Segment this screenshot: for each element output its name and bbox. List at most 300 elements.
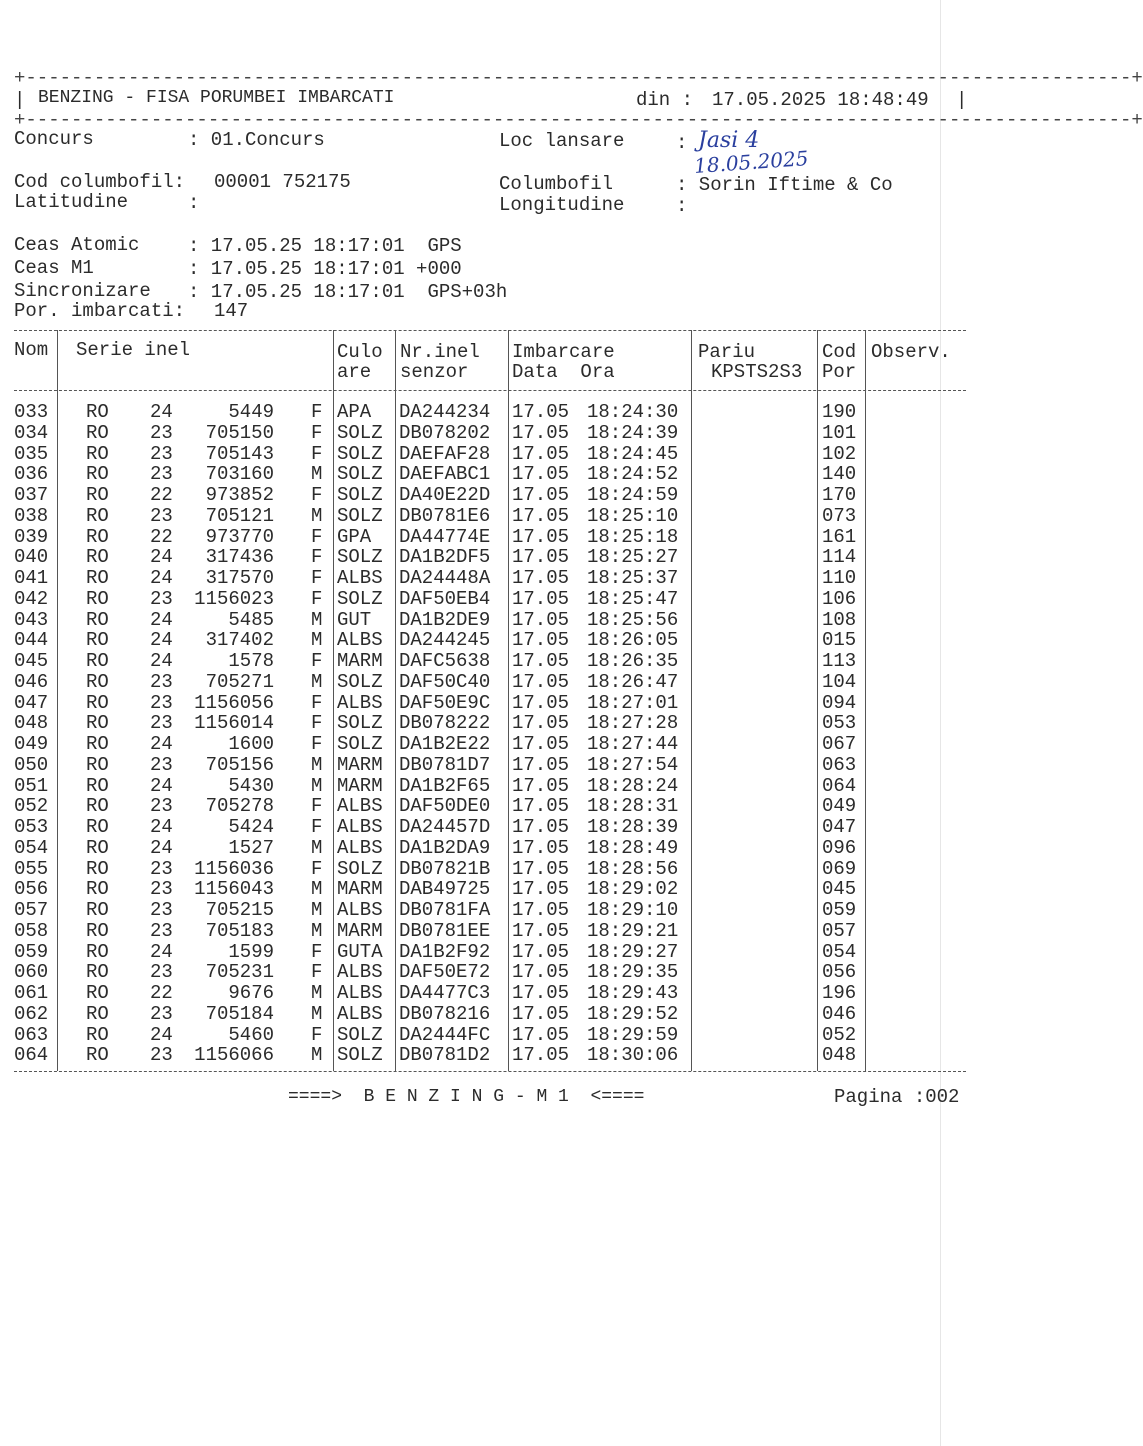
cod-columbofil-label: Cod columbofil: [14,171,186,193]
cell-cod: 047 [822,816,857,838]
cell-nom: 058 [14,919,49,942]
cell-tara: RO [86,982,109,1004]
columbofil-label: Columbofil [499,173,614,195]
cell-an: 23 [150,753,173,776]
cell-cod: 102 [822,442,857,465]
header-culoare-1: Culo [337,341,383,363]
latitudine-label: Latitudine [14,191,129,213]
cell-nom: 044 [14,629,49,652]
cell-culoare: ALBS [337,629,383,652]
cell-tara: RO [86,857,109,880]
cell-nr-inel: 5430 [228,774,274,797]
cell-ora: 18:25:47 [587,587,679,610]
cell-culoare: SOLZ [337,670,383,693]
cell-sex: M [311,504,323,527]
page-number: Pagina :002 [834,1086,960,1108]
table-top-border [14,330,966,331]
cell-sex: M [311,919,323,942]
title-box-left-border: | [14,89,26,111]
cell-ora: 18:28:39 [587,816,679,838]
cell-ora: 18:27:28 [587,712,679,735]
cell-ora: 18:25:27 [587,546,679,569]
cell-nom: 054 [14,836,49,859]
cell-cod: 052 [822,1023,857,1046]
cell-cod: 059 [822,899,857,921]
cell-an: 23 [150,442,173,465]
table-bottom-border [14,1071,966,1072]
cell-tara: RO [86,1044,109,1067]
cell-ora: 18:27:54 [587,753,679,776]
cell-nom: 036 [14,463,49,486]
cell-data: 17.05 [512,484,570,506]
cell-an: 23 [150,899,173,921]
cell-senzor: DA44774E [399,525,491,548]
cell-tara: RO [86,733,109,755]
cell-an: 23 [150,504,173,527]
cell-nr-inel: 1578 [228,650,274,672]
cell-data: 17.05 [512,1023,570,1046]
cell-nr-inel: 705278 [205,795,274,818]
cell-data: 17.05 [512,878,570,901]
document-title: BENZING - FISA PORUMBEI IMBARCATI [38,88,395,108]
cell-an: 24 [150,940,173,963]
cell-nom: 042 [14,587,49,610]
cell-senzor: DAF50E9C [399,691,491,714]
cell-sex: F [311,442,323,465]
cell-an: 24 [150,608,173,631]
cell-an: 22 [150,982,173,1004]
cell-ora: 18:28:49 [587,836,679,859]
cell-senzor: DB0781FA [399,899,491,921]
cell-culoare: SOLZ [337,504,383,527]
cell-tara: RO [86,961,109,984]
cell-senzor: DA4477C3 [399,982,491,1004]
cell-culoare: SOLZ [337,421,383,444]
footer-brand: ====> B E N Z I N G - M 1 <==== [288,1087,645,1107]
cell-ora: 18:27:44 [587,733,679,755]
cell-culoare: MARM [337,919,383,942]
cell-sex: M [311,1002,323,1025]
cell-cod: 114 [822,546,857,569]
cell-culoare: SOLZ [337,546,383,569]
cell-cod: 049 [822,795,857,818]
cell-senzor: DA2444FC [399,1023,491,1046]
cell-nr-inel: 705143 [205,442,274,465]
cell-nr-inel: 9676 [228,982,274,1004]
cell-nom: 045 [14,650,49,672]
cell-sex: F [311,795,323,818]
cell-tara: RO [86,1023,109,1046]
cell-nr-inel: 1156014 [194,712,274,735]
cell-senzor: DA1B2DA9 [399,836,491,859]
por-imbarcati-label: Por. imbarcati: [14,300,186,322]
sincronizare-value: : 17.05.25 18:17:01 GPS+03h [188,281,508,303]
cell-an: 24 [150,567,173,589]
cell-cod: 069 [822,857,857,880]
header-pariu-1: Pariu [698,341,756,363]
cell-cod: 108 [822,608,857,631]
cell-sex: M [311,774,323,797]
header-nrinel-1: Nr.inel [400,341,480,363]
cell-data: 17.05 [512,733,570,755]
cell-nom: 050 [14,753,49,776]
col-sep-pariu [817,330,818,1071]
cell-data: 17.05 [512,795,570,818]
cell-nr-inel: 705215 [205,899,274,921]
cell-culoare: MARM [337,878,383,901]
cell-sex: F [311,587,323,610]
cell-senzor: DAF50DE0 [399,795,491,818]
cell-senzor: DB0781D7 [399,753,491,776]
cell-ora: 18:25:18 [587,525,679,548]
header-pariu-2: KPSTS2S3 [711,361,803,383]
cell-cod: 073 [822,504,857,527]
cell-sex: F [311,961,323,984]
cell-nr-inel: 1527 [228,836,274,859]
cell-nom: 051 [14,774,49,797]
cell-culoare: GPA [337,525,372,548]
cell-data: 17.05 [512,691,570,714]
cell-ora: 18:25:10 [587,504,679,527]
loc-lansare-colon: : [676,132,688,154]
cell-senzor: DA244245 [399,629,491,652]
cell-data: 17.05 [512,587,570,610]
cell-sex: M [311,670,323,693]
cell-data: 17.05 [512,525,570,548]
cell-sex: M [311,753,323,776]
cell-nr-inel: 5460 [228,1023,274,1046]
ceas-atomic-value: : 17.05.25 18:17:01 GPS [188,235,462,257]
cell-senzor: DB078202 [399,421,491,444]
cell-ora: 18:29:02 [587,878,679,901]
cell-an: 23 [150,795,173,818]
cell-cod: 190 [822,401,857,423]
cell-ora: 18:28:31 [587,795,679,818]
cell-data: 17.05 [512,982,570,1004]
cell-data: 17.05 [512,940,570,963]
cell-nom: 060 [14,961,49,984]
cell-cod: 094 [822,691,857,714]
cell-data: 17.05 [512,961,570,984]
cell-cod: 161 [822,525,857,548]
cell-tara: RO [86,753,109,776]
cell-ora: 18:29:52 [587,1002,679,1025]
cell-ora: 18:29:27 [587,940,679,963]
cell-an: 23 [150,587,173,610]
cell-nom: 053 [14,816,49,838]
cell-ora: 18:25:37 [587,567,679,589]
cell-tara: RO [86,940,109,963]
col-sep-cod [865,330,866,1071]
cell-ora: 18:30:06 [587,1044,679,1067]
ceas-atomic-label: Ceas Atomic [14,234,140,256]
concurs-label: Concurs [14,128,94,150]
cell-an: 23 [150,961,173,984]
cell-sex: M [311,899,323,921]
cell-culoare: SOLZ [337,442,383,465]
cell-data: 17.05 [512,919,570,942]
cell-tara: RO [86,650,109,672]
cell-culoare: ALBS [337,899,383,921]
cell-data: 17.05 [512,753,570,776]
cell-senzor: DAEFAF28 [399,442,491,465]
cell-an: 24 [150,733,173,755]
cell-an: 23 [150,1044,173,1067]
cell-an: 22 [150,484,173,506]
latitudine-value: : [188,192,200,214]
cell-cod: 110 [822,567,857,589]
cell-sex: F [311,567,323,589]
cell-senzor: DA1B2DE9 [399,608,491,631]
cell-cod: 048 [822,1044,857,1067]
cell-cod: 015 [822,629,857,652]
cell-an: 23 [150,463,173,486]
cell-an: 23 [150,919,173,942]
header-observatii: Observ. [871,341,951,363]
cell-senzor: DAFC5638 [399,650,491,672]
cell-senzor: DA40E22D [399,484,491,506]
cell-senzor: DAF50E72 [399,961,491,984]
cell-nr-inel: 705183 [205,919,274,942]
cell-nr-inel: 705271 [205,670,274,693]
cell-nr-inel: 1156036 [194,857,274,880]
cell-tara: RO [86,421,109,444]
cell-nr-inel: 5485 [228,608,274,631]
cell-tara: RO [86,878,109,901]
col-sep-imbarcare [691,330,692,1071]
cell-tara: RO [86,1002,109,1025]
longitudine-label: Longitudine [499,194,625,216]
cell-an: 24 [150,546,173,569]
cell-nr-inel: 5424 [228,816,274,838]
cell-nr-inel: 703160 [205,463,274,486]
cell-culoare: ALBS [337,795,383,818]
cell-tara: RO [86,484,109,506]
cell-nr-inel: 1600 [228,733,274,755]
col-sep-serie [333,330,334,1071]
cell-senzor: DA1B2F65 [399,774,491,797]
cell-data: 17.05 [512,816,570,838]
din-label: din : [636,89,694,111]
cell-an: 24 [150,774,173,797]
loc-lansare-handwritten: Jasi 4 [698,128,760,153]
cell-tara: RO [86,525,109,548]
cell-tara: RO [86,774,109,797]
cell-an: 23 [150,670,173,693]
cell-sex: F [311,733,323,755]
cell-culoare: SOLZ [337,587,383,610]
col-sep-culoare [395,330,396,1071]
cell-ora: 18:24:39 [587,421,679,444]
cell-nom: 034 [14,421,49,444]
cell-ora: 18:26:47 [587,670,679,693]
cell-senzor: DAB49725 [399,878,491,901]
cell-culoare: APA [337,401,372,423]
cell-nom: 039 [14,525,49,548]
cell-data: 17.05 [512,774,570,797]
cell-culoare: SOLZ [337,712,383,735]
cell-sex: F [311,857,323,880]
cell-sex: F [311,650,323,672]
cell-ora: 18:25:56 [587,608,679,631]
header-nom: Nom [14,339,49,361]
cell-culoare: MARM [337,753,383,776]
cell-culoare: ALBS [337,816,383,838]
cell-ora: 18:26:05 [587,629,679,652]
cell-nom: 062 [14,1002,49,1025]
cell-nom: 049 [14,733,49,755]
header-imbarcare-1: Imbarcare [512,341,615,363]
ceas-m1-label: Ceas M1 [14,257,94,279]
cell-data: 17.05 [512,608,570,631]
cell-nom: 035 [14,442,49,465]
cell-nom: 056 [14,878,49,901]
cell-nom: 061 [14,982,49,1004]
cell-nom: 040 [14,546,49,569]
cell-sex: F [311,484,323,506]
cell-nom: 033 [14,401,49,423]
cell-cod: 101 [822,421,857,444]
cell-ora: 18:29:43 [587,982,679,1004]
cell-an: 24 [150,650,173,672]
cell-senzor: DAF50C40 [399,670,491,693]
cell-senzor: DB0781E6 [399,504,491,527]
cell-cod: 054 [822,940,857,963]
cell-tara: RO [86,504,109,527]
cell-cod: 057 [822,919,857,942]
col-sep-nom [57,330,58,1071]
cell-nr-inel: 1156066 [194,1044,274,1067]
cell-culoare: GUTA [337,940,383,963]
cell-nom: 052 [14,795,49,818]
cell-an: 24 [150,816,173,838]
cell-an: 23 [150,878,173,901]
cell-ora: 18:24:59 [587,484,679,506]
cell-an: 24 [150,629,173,652]
cell-an: 23 [150,691,173,714]
columbofil-value: : Sorin Iftime & Co [676,174,893,196]
cell-culoare: SOLZ [337,733,383,755]
cell-culoare: SOLZ [337,463,383,486]
cell-data: 17.05 [512,650,570,672]
cell-culoare: SOLZ [337,857,383,880]
cell-an: 23 [150,1002,173,1025]
table-header-bottom-border [14,390,966,391]
cell-tara: RO [86,587,109,610]
cell-an: 23 [150,857,173,880]
cell-cod: 106 [822,587,857,610]
cell-tara: RO [86,691,109,714]
cell-senzor: DA24457D [399,816,491,838]
cell-senzor: DA24448A [399,567,491,589]
cell-cod: 104 [822,670,857,693]
cell-sex: F [311,525,323,548]
cell-data: 17.05 [512,836,570,859]
por-imbarcati-value: 147 [214,300,249,322]
cell-senzor: DAEFABC1 [399,463,491,486]
cell-nom: 043 [14,608,49,631]
cell-culoare: ALBS [337,961,383,984]
cell-nr-inel: 973852 [205,484,274,506]
cell-cod: 113 [822,650,857,672]
cell-cod: 053 [822,712,857,735]
cell-sex: M [311,982,323,1004]
cell-nr-inel: 705184 [205,1002,274,1025]
cell-culoare: MARM [337,774,383,797]
cell-sex: M [311,629,323,652]
cell-sex: M [311,878,323,901]
cell-sex: F [311,816,323,838]
cell-data: 17.05 [512,857,570,880]
cell-sex: F [311,940,323,963]
title-box-right-border: | [956,89,968,111]
cell-nom: 063 [14,1023,49,1046]
cell-an: 24 [150,1023,173,1046]
cell-nom: 041 [14,567,49,589]
cell-tara: RO [86,629,109,652]
cell-senzor: DB0781EE [399,919,491,942]
cell-culoare: ALBS [337,567,383,589]
cell-nom: 064 [14,1044,49,1067]
cell-ora: 18:29:21 [587,919,679,942]
cell-ora: 18:24:30 [587,401,679,423]
cell-an: 22 [150,525,173,548]
scan-edge-line [940,0,941,1446]
cell-senzor: DA1B2DF5 [399,546,491,569]
cell-data: 17.05 [512,421,570,444]
cell-nr-inel: 973770 [205,525,274,548]
cell-data: 17.05 [512,1002,570,1025]
cell-cod: 045 [822,878,857,901]
sincronizare-label: Sincronizare [14,280,151,302]
cell-sex: F [311,1023,323,1046]
cell-nom: 057 [14,899,49,921]
cell-nom: 055 [14,857,49,880]
cell-sex: F [311,691,323,714]
cell-tara: RO [86,836,109,859]
cell-senzor: DA1B2E22 [399,733,491,755]
cell-an: 23 [150,712,173,735]
cell-nom: 037 [14,484,49,506]
cell-sex: F [311,401,323,423]
cell-ora: 18:28:56 [587,857,679,880]
cell-data: 17.05 [512,629,570,652]
cell-culoare: ALBS [337,836,383,859]
cell-sex: F [311,421,323,444]
cell-ora: 18:24:45 [587,442,679,465]
cell-tara: RO [86,712,109,735]
cell-nr-inel: 705121 [205,504,274,527]
cell-data: 17.05 [512,401,570,423]
cell-senzor: DB078222 [399,712,491,735]
cell-cod: 067 [822,733,857,755]
cell-data: 17.05 [512,1044,570,1067]
cell-cod: 140 [822,463,857,486]
cell-sex: M [311,836,323,859]
cell-tara: RO [86,608,109,631]
cell-cod: 064 [822,774,857,797]
cell-an: 24 [150,836,173,859]
cell-senzor: DB0781D2 [399,1044,491,1067]
cell-ora: 18:29:59 [587,1023,679,1046]
cell-data: 17.05 [512,899,570,921]
cod-columbofil-value: 00001 752175 [214,171,351,193]
cell-data: 17.05 [512,442,570,465]
cell-sex: M [311,608,323,631]
cell-sex: F [311,712,323,735]
cell-culoare: SOLZ [337,484,383,506]
cell-ora: 18:29:10 [587,899,679,921]
